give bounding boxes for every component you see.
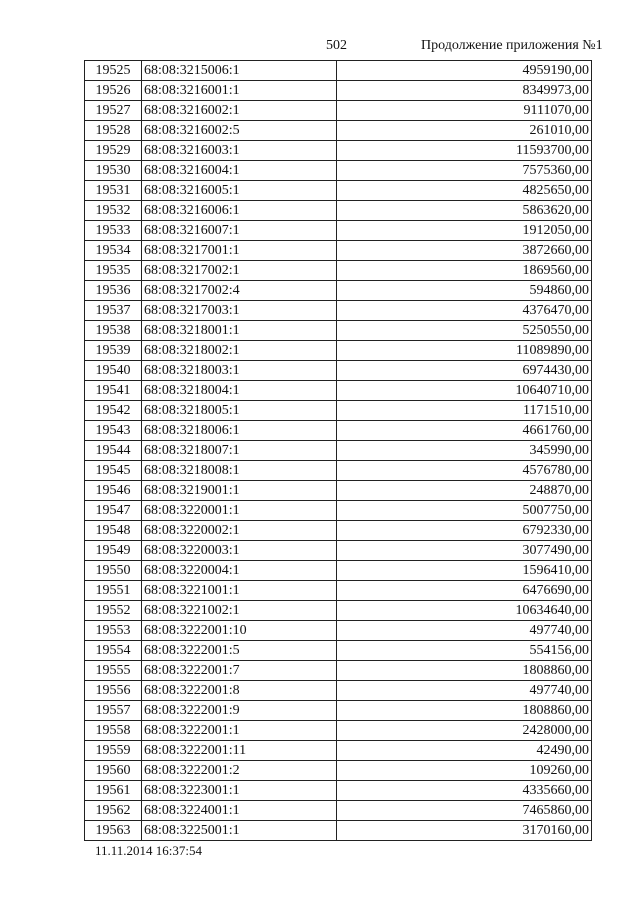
- cadastral-value: 345990,00: [337, 441, 592, 461]
- cadastral-value: 5250550,00: [337, 321, 592, 341]
- row-number: 19548: [85, 521, 142, 541]
- cadastral-value: 109260,00: [337, 761, 592, 781]
- cadastral-number: 68:08:3221002:1: [142, 601, 337, 621]
- cadastral-number: 68:08:3218001:1: [142, 321, 337, 341]
- cadastral-number: 68:08:3216002:5: [142, 121, 337, 141]
- cadastral-number: 68:08:3216004:1: [142, 161, 337, 181]
- cadastral-value: 6476690,00: [337, 581, 592, 601]
- cadastral-number: 68:08:3222001:10: [142, 621, 337, 641]
- table-row: [85, 361, 592, 381]
- cadastral-value: 5007750,00: [337, 501, 592, 521]
- row-number: 19529: [85, 141, 142, 161]
- table-row: [85, 801, 592, 821]
- table-row: [85, 201, 592, 221]
- table-row: [85, 781, 592, 801]
- cadastral-number: 68:08:3216003:1: [142, 141, 337, 161]
- cadastral-number: 68:08:3217002:4: [142, 281, 337, 301]
- cadastral-value: 1869560,00: [337, 261, 592, 281]
- cadastral-value: 554156,00: [337, 641, 592, 661]
- table-row: [85, 341, 592, 361]
- row-number: 19542: [85, 401, 142, 421]
- cadastral-number: 68:08:3222001:8: [142, 681, 337, 701]
- row-number: 19541: [85, 381, 142, 401]
- table-row: [85, 581, 592, 601]
- records-table-body: [85, 61, 592, 841]
- row-number: 19550: [85, 561, 142, 581]
- row-number: 19527: [85, 101, 142, 121]
- row-number: 19552: [85, 601, 142, 621]
- row-number: 19546: [85, 481, 142, 501]
- cadastral-number: 68:08:3218005:1: [142, 401, 337, 421]
- row-number: 19551: [85, 581, 142, 601]
- cadastral-value: 1596410,00: [337, 561, 592, 581]
- cadastral-value: 11593700,00: [337, 141, 592, 161]
- row-number: 19545: [85, 461, 142, 481]
- cadastral-value: 3077490,00: [337, 541, 592, 561]
- cadastral-number: 68:08:3218004:1: [142, 381, 337, 401]
- cadastral-value: 497740,00: [337, 681, 592, 701]
- table-row: [85, 121, 592, 141]
- cadastral-number: 68:08:3219001:1: [142, 481, 337, 501]
- cadastral-number: 68:08:3217001:1: [142, 241, 337, 261]
- cadastral-value: 7575360,00: [337, 161, 592, 181]
- table-row: [85, 241, 592, 261]
- cadastral-value: 1171510,00: [337, 401, 592, 421]
- cadastral-value: 7465860,00: [337, 801, 592, 821]
- row-number: 19536: [85, 281, 142, 301]
- row-number: 19543: [85, 421, 142, 441]
- cadastral-value: 3170160,00: [337, 821, 592, 841]
- cadastral-value: 6792330,00: [337, 521, 592, 541]
- table-row: [85, 61, 592, 81]
- row-number: 19561: [85, 781, 142, 801]
- cadastral-value: 594860,00: [337, 281, 592, 301]
- cadastral-value: 8349973,00: [337, 81, 592, 101]
- row-number: 19549: [85, 541, 142, 561]
- cadastral-value: 3872660,00: [337, 241, 592, 261]
- table-row: [85, 321, 592, 341]
- row-number: 19559: [85, 741, 142, 761]
- cadastral-value: 248870,00: [337, 481, 592, 501]
- row-number: 19525: [85, 61, 142, 81]
- row-number: 19553: [85, 621, 142, 641]
- cadastral-number: 68:08:3217003:1: [142, 301, 337, 321]
- continuation-heading: Продолжение приложения №1: [421, 38, 603, 53]
- page-number: 502: [326, 38, 347, 53]
- cadastral-number: 68:08:3223001:1: [142, 781, 337, 801]
- table-row: [85, 81, 592, 101]
- cadastral-value: 4959190,00: [337, 61, 592, 81]
- table-row: [85, 521, 592, 541]
- table-row: [85, 161, 592, 181]
- row-number: 19531: [85, 181, 142, 201]
- cadastral-number: 68:08:3220004:1: [142, 561, 337, 581]
- table-row: [85, 421, 592, 441]
- cadastral-number: 68:08:3216007:1: [142, 221, 337, 241]
- cadastral-number: 68:08:3218003:1: [142, 361, 337, 381]
- table-row: [85, 281, 592, 301]
- cadastral-number: 68:08:3216005:1: [142, 181, 337, 201]
- cadastral-number: 68:08:3222001:5: [142, 641, 337, 661]
- cadastral-value: 10634640,00: [337, 601, 592, 621]
- table-row: [85, 721, 592, 741]
- row-number: 19534: [85, 241, 142, 261]
- table-row: [85, 101, 592, 121]
- table-row: [85, 741, 592, 761]
- cadastral-value: 4825650,00: [337, 181, 592, 201]
- cadastral-number: 68:08:3225001:1: [142, 821, 337, 841]
- row-number: 19547: [85, 501, 142, 521]
- table-row: [85, 641, 592, 661]
- cadastral-value: 1808860,00: [337, 701, 592, 721]
- cadastral-number: 68:08:3216002:1: [142, 101, 337, 121]
- cadastral-number: 68:08:3216006:1: [142, 201, 337, 221]
- cadastral-number: 68:08:3222001:11: [142, 741, 337, 761]
- cadastral-number: 68:08:3220002:1: [142, 521, 337, 541]
- cadastral-value: 4376470,00: [337, 301, 592, 321]
- cadastral-value: 1912050,00: [337, 221, 592, 241]
- row-number: 19544: [85, 441, 142, 461]
- cadastral-number: 68:08:3217002:1: [142, 261, 337, 281]
- cadastral-value: 5863620,00: [337, 201, 592, 221]
- cadastral-value: 42490,00: [337, 741, 592, 761]
- row-number: 19526: [85, 81, 142, 101]
- row-number: 19557: [85, 701, 142, 721]
- row-number: 19562: [85, 801, 142, 821]
- cadastral-value: 10640710,00: [337, 381, 592, 401]
- cadastral-value: 2428000,00: [337, 721, 592, 741]
- table-row: [85, 181, 592, 201]
- table-row: [85, 481, 592, 501]
- cadastral-value: 11089890,00: [337, 341, 592, 361]
- records-table: [84, 60, 592, 841]
- row-number: 19532: [85, 201, 142, 221]
- row-number: 19528: [85, 121, 142, 141]
- cadastral-value: 4335660,00: [337, 781, 592, 801]
- cadastral-number: 68:08:3224001:1: [142, 801, 337, 821]
- table-row: [85, 701, 592, 721]
- cadastral-value: 497740,00: [337, 621, 592, 641]
- table-row: [85, 381, 592, 401]
- table-row: [85, 261, 592, 281]
- cadastral-number: 68:08:3222001:2: [142, 761, 337, 781]
- table-row: [85, 761, 592, 781]
- cadastral-value: 261010,00: [337, 121, 592, 141]
- row-number: 19554: [85, 641, 142, 661]
- table-row: [85, 661, 592, 681]
- row-number: 19560: [85, 761, 142, 781]
- table-row: [85, 821, 592, 841]
- table-row: [85, 561, 592, 581]
- cadastral-number: 68:08:3218002:1: [142, 341, 337, 361]
- row-number: 19558: [85, 721, 142, 741]
- row-number: 19563: [85, 821, 142, 841]
- cadastral-number: 68:08:3218007:1: [142, 441, 337, 461]
- cadastral-number: 68:08:3220003:1: [142, 541, 337, 561]
- row-number: 19530: [85, 161, 142, 181]
- cadastral-value: 1808860,00: [337, 661, 592, 681]
- table-row: [85, 621, 592, 641]
- row-number: 19533: [85, 221, 142, 241]
- table-row: [85, 301, 592, 321]
- cadastral-number: 68:08:3222001:1: [142, 721, 337, 741]
- row-number: 19556: [85, 681, 142, 701]
- table-row: [85, 541, 592, 561]
- cadastral-value: 6974430,00: [337, 361, 592, 381]
- cadastral-value: 4576780,00: [337, 461, 592, 481]
- table-row: [85, 601, 592, 621]
- row-number: 19555: [85, 661, 142, 681]
- table-row: [85, 401, 592, 421]
- cadastral-value: 4661760,00: [337, 421, 592, 441]
- cadastral-number: 68:08:3218008:1: [142, 461, 337, 481]
- cadastral-number: 68:08:3218006:1: [142, 421, 337, 441]
- table-row: [85, 441, 592, 461]
- row-number: 19535: [85, 261, 142, 281]
- cadastral-number: 68:08:3220001:1: [142, 501, 337, 521]
- table-row: [85, 221, 592, 241]
- row-number: 19539: [85, 341, 142, 361]
- cadastral-number: 68:08:3221001:1: [142, 581, 337, 601]
- print-timestamp: 11.11.2014 16:37:54: [95, 843, 203, 858]
- cadastral-number: 68:08:3215006:1: [142, 61, 337, 81]
- cadastral-number: 68:08:3216001:1: [142, 81, 337, 101]
- row-number: 19540: [85, 361, 142, 381]
- table-row: [85, 501, 592, 521]
- row-number: 19538: [85, 321, 142, 341]
- table-row: [85, 681, 592, 701]
- table-row: [85, 141, 592, 161]
- table-row: [85, 461, 592, 481]
- cadastral-number: 68:08:3222001:9: [142, 701, 337, 721]
- cadastral-number: 68:08:3222001:7: [142, 661, 337, 681]
- cadastral-value: 9111070,00: [337, 101, 592, 121]
- row-number: 19537: [85, 301, 142, 321]
